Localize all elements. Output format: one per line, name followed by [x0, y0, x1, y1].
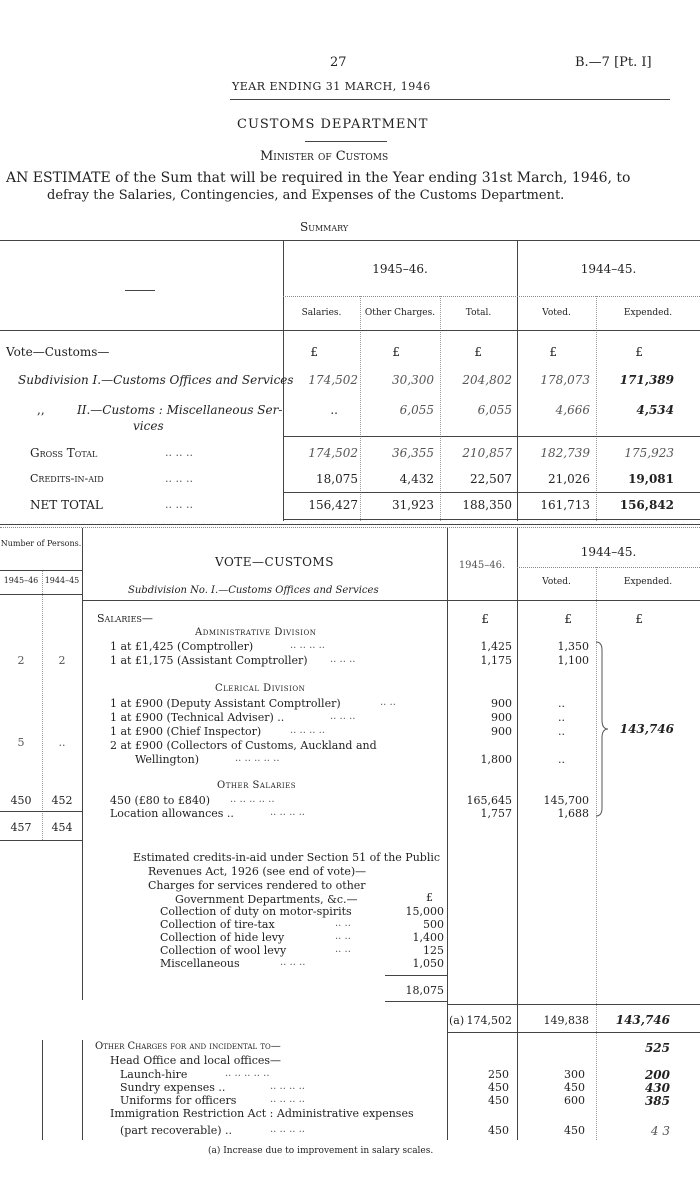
- summary-col-expended: Expended.: [623, 308, 673, 318]
- persons-col-1945: 1945–46: [3, 576, 39, 585]
- persons-header: Number of Persons.: [0, 539, 82, 548]
- salaries-total-1945: 174,502: [466, 1014, 512, 1027]
- persons-total: 457: [10, 821, 32, 834]
- currency-symbol: £: [474, 345, 482, 359]
- minister-line: Minister of Customs: [260, 149, 389, 164]
- credits-intro-line: Government Departments, &c.—: [175, 893, 358, 906]
- other-salaries-heading: Other Salaries: [217, 780, 297, 791]
- year-line: YEAR ENDING 31 MARCH, 1946: [232, 80, 431, 93]
- currency-symbol: £: [481, 612, 489, 626]
- currency-symbol: £: [564, 612, 572, 626]
- other-charges-expended: 525: [644, 1041, 670, 1055]
- vote-title: VOTE—CUSTOMS: [215, 555, 334, 569]
- subdivision-title: Subdivision No. I.—Customs Offices and Services: [128, 585, 379, 596]
- detail-col-expended: Expended.: [623, 577, 673, 587]
- detail-col-1945: 1945–46.: [458, 560, 506, 571]
- summary-col-other-charges: Other Charges.: [364, 308, 436, 318]
- admin-division-heading: Administrative Division: [195, 627, 317, 638]
- currency-symbol: £: [635, 345, 643, 359]
- persons-count: 2: [17, 654, 25, 667]
- credits-intro-line: Revenues Act, 1926 (see end of vote)—: [148, 865, 367, 878]
- head-office-heading: Head Office and local offices—: [110, 1054, 282, 1067]
- summary-col-1945: 1945–46.: [372, 262, 428, 276]
- estimate-line-1: AN ESTIMATE of the Sum that will be required in the Year ending 31st March, 1946, to: [6, 170, 631, 186]
- footnote-marker: (a): [449, 1014, 465, 1027]
- summary-vote-label: Vote—Customs—: [6, 345, 110, 359]
- credits-intro-line: Charges for services rendered to other: [148, 879, 366, 892]
- footnote: (a) Increase due to improvement in salary scales.: [208, 1146, 434, 1156]
- salaries-total-voted: 149,838: [543, 1014, 589, 1027]
- other-charges-heading: Other Charges for and incidental to—: [95, 1041, 281, 1052]
- clerical-division-heading: Clerical Division: [215, 683, 306, 694]
- persons-col-1944: 1944–45: [44, 576, 80, 585]
- salaries-total-expended: 143,746: [615, 1013, 670, 1027]
- estimate-line-2: defray the Salaries, Contingencies, and Expenses of the Customs Department.: [47, 188, 565, 203]
- currency-symbol: £: [426, 891, 433, 904]
- salaries-label: Salaries—: [97, 612, 153, 625]
- page-number: 27: [330, 55, 347, 70]
- persons-count: 452: [51, 794, 73, 807]
- credits-total: 18,075: [405, 984, 444, 997]
- persons-count: 5: [17, 736, 25, 749]
- persons-count: ..: [58, 736, 66, 749]
- persons-count: 450: [10, 794, 32, 807]
- currency-symbol: £: [392, 345, 400, 359]
- detail-col-voted: Voted.: [542, 577, 571, 587]
- currency-symbol: £: [549, 345, 557, 359]
- persons-count: 2: [58, 654, 66, 667]
- credits-intro-line: Estimated credits-in-aid under Section 51 of the Public: [133, 851, 441, 864]
- currency-symbol: £: [635, 612, 643, 626]
- salaries-expended-total: 143,746: [619, 722, 674, 736]
- summary-col-salaries: Salaries.: [301, 308, 342, 318]
- summary-col-voted: Voted.: [542, 308, 571, 318]
- report-reference: B.—7 [Pt. I]: [575, 55, 652, 70]
- department-title: CUSTOMS DEPARTMENT: [237, 117, 429, 132]
- summary-col-total: Total.: [465, 308, 492, 318]
- currency-symbol: £: [310, 345, 318, 359]
- persons-total: 454: [51, 821, 73, 834]
- summary-title: Summary: [300, 220, 349, 234]
- summary-col-1944: 1944–45.: [580, 262, 637, 276]
- detail-col-1944: 1944–45.: [580, 545, 637, 559]
